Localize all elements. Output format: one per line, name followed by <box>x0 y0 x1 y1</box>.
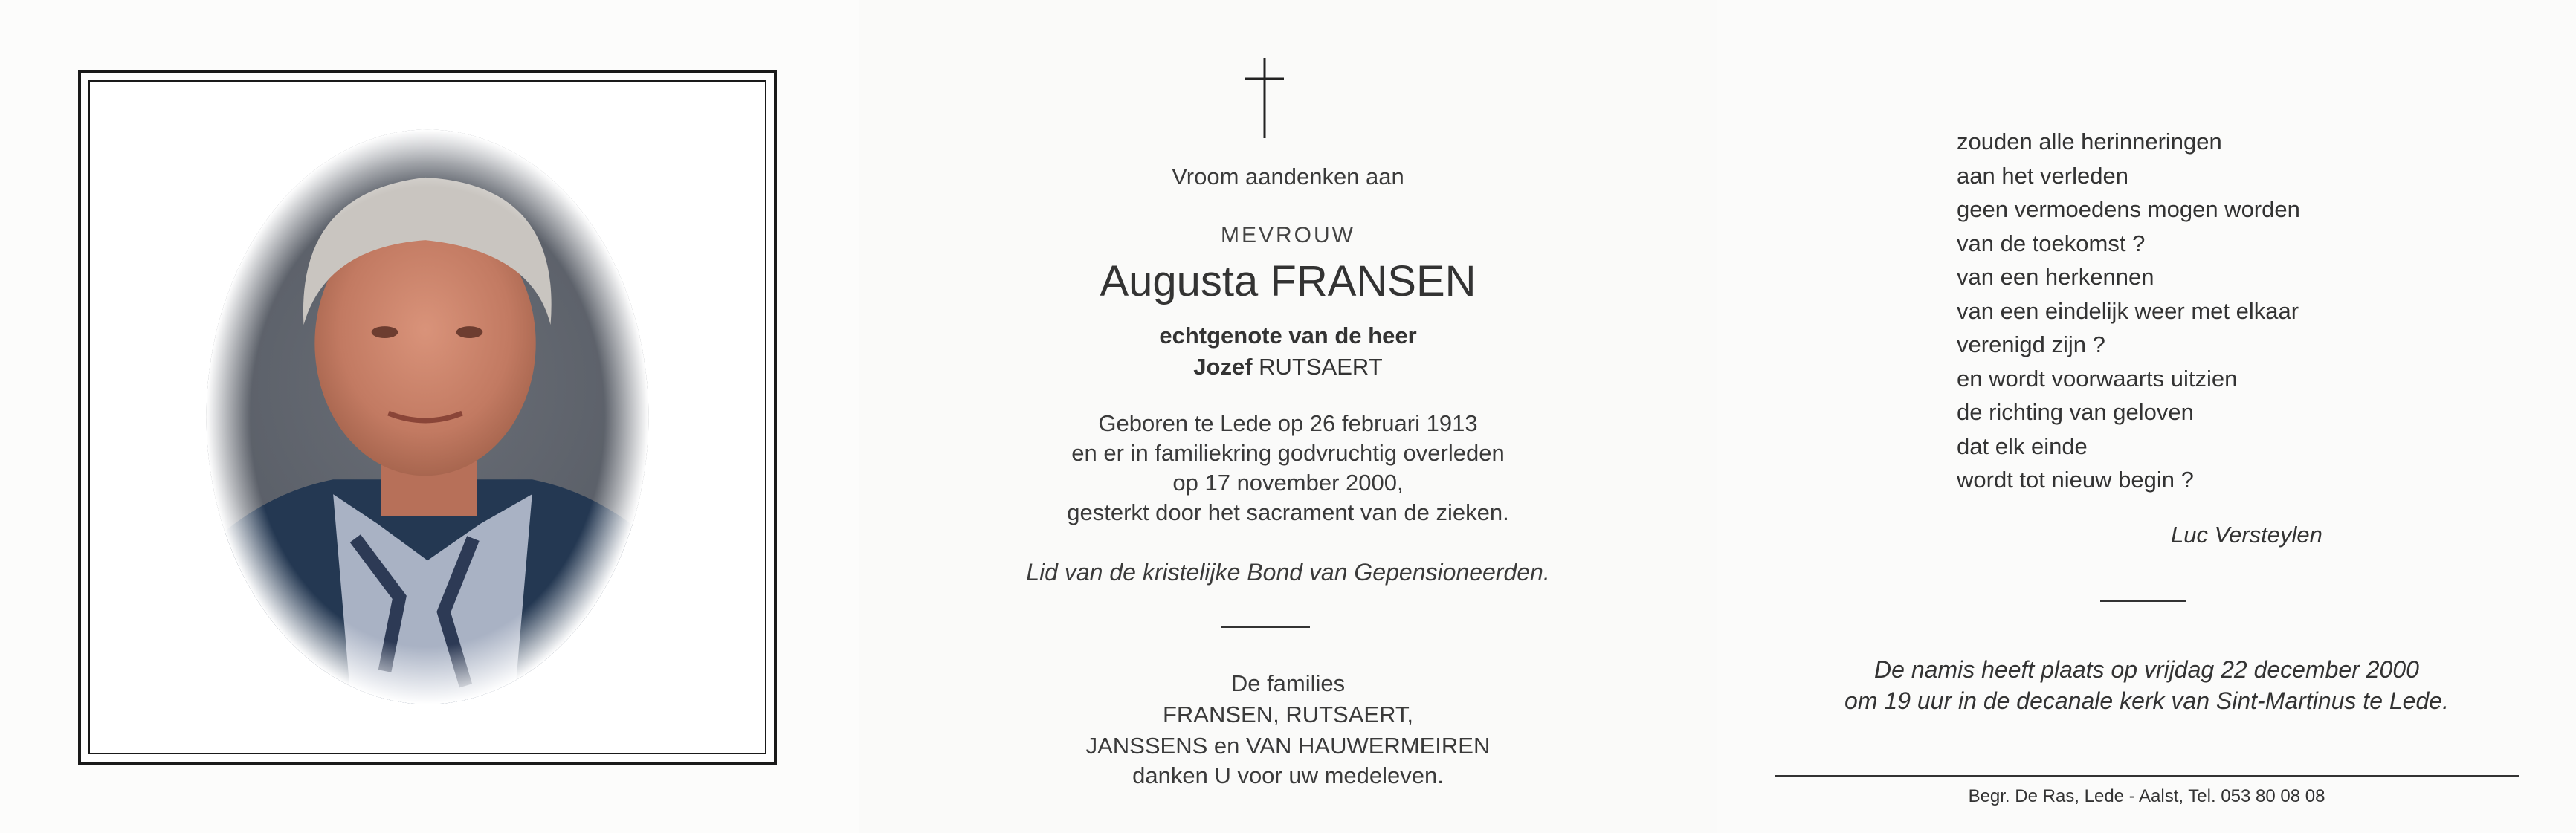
honorific: MEVROUW <box>1221 223 1355 247</box>
poem-line: dat elk einde <box>1957 432 2088 459</box>
families-line-4: danken U voor uw medeleven. <box>1132 762 1444 788</box>
poem-line: verenigd zijn ? <box>1957 331 2105 357</box>
footer-rule <box>1775 775 2519 777</box>
poem-line: van een herkennen <box>1957 264 2154 290</box>
spouse-line-1: echtgenote van de heer <box>1159 322 1417 349</box>
poem-line: van de toekomst ? <box>1957 230 2146 256</box>
poem-panel <box>1717 0 2576 833</box>
divider <box>1221 626 1310 628</box>
funeral-line-1: De namis heeft plaats op vrijdag 22 december 2000 <box>1874 656 2419 683</box>
intro-text: Vroom aandenken aan <box>1172 163 1404 189</box>
memorial-text-panel <box>859 0 1717 833</box>
families-line-3: JANSSENS en VAN HAUWERMEIREN <box>1085 733 1491 759</box>
spouse-first-name: Jozef <box>1193 354 1253 380</box>
portrait-photo <box>90 82 765 753</box>
cross-icon <box>1244 58 1285 138</box>
spouse-last-name: RUTSAERT <box>1259 354 1383 380</box>
photo-frame <box>78 70 777 765</box>
membership-text: Lid van de kristelijke Bond van Gepensioneerden. <box>1026 559 1550 586</box>
printer-credit: Begr. De Ras, Lede - Aalst, Tel. 053 80 08 08 <box>1968 786 2325 806</box>
poem-line: aan het verleden <box>1957 162 2128 189</box>
funeral-line-2: om 19 uur in de decanale kerk van Sint-Martinus te Lede. <box>1844 687 2449 714</box>
bio-line-4: gesterkt door het sacrament van de zieken. <box>1067 499 1509 525</box>
spouse-line-2 <box>859 354 1717 380</box>
poem-line: wordt tot nieuw begin ? <box>1957 467 2194 493</box>
deceased-name: Augusta FRANSEN <box>1100 257 1476 305</box>
poem-author: Luc Versteylen <box>2171 522 2322 548</box>
poem-line: van een eindelijk weer met elkaar <box>1957 297 2299 324</box>
poem <box>1957 125 2300 497</box>
poem-line: en wordt voorwaarts uitzien <box>1957 365 2238 392</box>
divider <box>2100 600 2186 602</box>
families-line-1: De families <box>1230 670 1346 696</box>
poem-line: zouden alle herinneringen <box>1957 129 2222 155</box>
poem-line: geen vermoedens mogen worden <box>1957 196 2300 222</box>
bio-line-1: Geboren te Lede op 26 februari 1913 <box>1098 410 1478 436</box>
bio-line-2: en er in familiekring godvruchtig overleden <box>1071 440 1505 466</box>
photo-panel <box>0 0 859 833</box>
families-line-2: FRANSEN, RUTSAERT, <box>1162 701 1414 727</box>
poem-line: de richting van geloven <box>1957 399 2194 425</box>
bio-line-3: op 17 november 2000, <box>1172 470 1404 496</box>
